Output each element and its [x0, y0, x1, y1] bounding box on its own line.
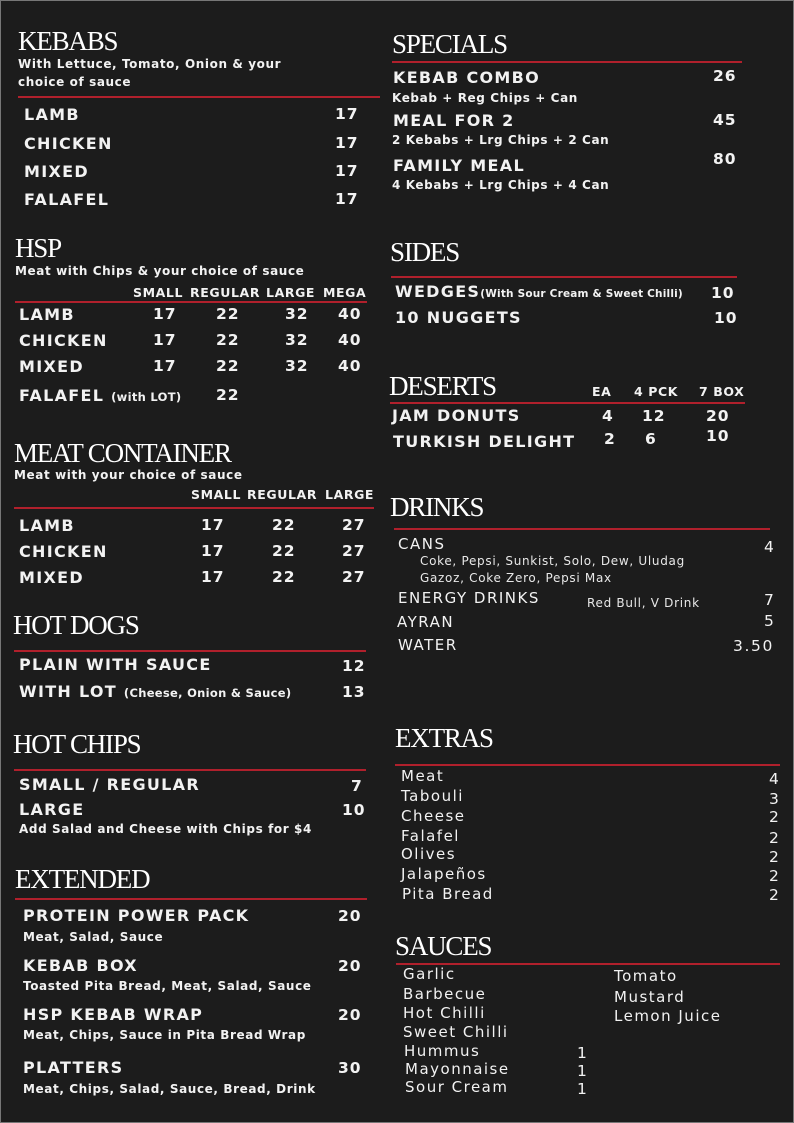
menu-item-name: FALAFEL	[24, 190, 110, 209]
menu-item-price: 17	[153, 331, 177, 349]
menu-item-name: Pita Bread	[402, 885, 494, 903]
sauce-item: Mustard	[614, 988, 686, 1006]
size-header: 7 BOX	[699, 384, 745, 399]
sauce-item: Garlic	[403, 965, 456, 983]
deserts-title: DESERTS	[389, 371, 496, 401]
menu-item-desc: Red Bull, V Drink	[587, 596, 700, 610]
menu-item-desc: 2 Kebabs + Lrg Chips + 2 Can	[392, 133, 610, 147]
menu-item-price: 32	[285, 331, 309, 349]
menu-item-name: PLATTERS	[23, 1058, 124, 1077]
menu-item-price: 17	[335, 162, 359, 180]
drinks-title: DRINKS	[390, 492, 484, 522]
menu-item-name: Falafel	[401, 827, 460, 845]
hot-chips-note: Add Salad and Cheese with Chips for $4	[19, 822, 312, 836]
item-note: (with LOT)	[111, 390, 182, 404]
menu-item-price: 10	[706, 427, 730, 445]
menu-item-price: 30	[338, 1059, 362, 1077]
menu-item-price: 27	[342, 542, 366, 560]
menu-item-price: 17	[153, 305, 177, 323]
kebabs-subtitle: choice of sauce	[18, 75, 132, 89]
menu-item-name: PLAIN WITH SAUCE	[19, 655, 212, 674]
meat-container-title: MEAT CONTAINER	[14, 438, 231, 468]
menu-item-price: 45	[713, 111, 737, 129]
menu-item-price: 27	[342, 568, 366, 586]
menu-item-price: 10	[342, 801, 366, 819]
menu-item-desc: Coke, Pepsi, Sunkist, Solo, Dew, Uludag	[420, 554, 685, 568]
menu-item-price: 22	[272, 542, 296, 560]
sauce-item: Hummus	[404, 1042, 481, 1060]
menu-item-name: LARGE	[19, 800, 85, 819]
menu-item-desc: Meat, Chips, Salad, Sauce, Bread, Drink	[23, 1082, 316, 1096]
menu-item-name: AYRAN	[397, 613, 455, 631]
menu-item-name: PROTEIN POWER PACK	[23, 906, 250, 925]
sides-title: SIDES	[390, 237, 460, 267]
menu-item-name: CHICKEN	[24, 134, 113, 153]
menu-item-price: 22	[216, 357, 240, 375]
divider-line	[392, 61, 742, 63]
menu-item-price: 40	[338, 305, 362, 323]
hsp-title: HSP	[15, 233, 61, 263]
menu-item-price: 80	[713, 150, 737, 168]
meat-container-subtitle: Meat with your choice of sauce	[14, 468, 243, 482]
menu-item-price: 22	[216, 386, 240, 404]
size-header: REGULAR	[190, 285, 261, 300]
divider-line	[15, 898, 367, 900]
menu-item-price: 17	[335, 105, 359, 123]
size-header: LARGE	[325, 487, 375, 502]
size-header: EA	[592, 384, 612, 399]
divider-line	[15, 301, 367, 303]
menu-item-name: CANS	[398, 535, 446, 553]
menu-item-name: Cheese	[401, 807, 466, 825]
divider-line	[14, 769, 366, 771]
menu-item-price: 2	[769, 867, 780, 885]
item-name-text: WITH LOT	[19, 682, 118, 701]
menu-item-name: TURKISH DELIGHT	[393, 432, 576, 451]
menu-item-name: Meat	[401, 767, 445, 785]
menu-item-price: 7	[351, 777, 363, 795]
sauce-item: Barbecue	[403, 985, 487, 1003]
divider-line	[14, 507, 374, 509]
sauce-item: Lemon Juice	[614, 1007, 722, 1025]
size-header: REGULAR	[247, 487, 318, 502]
item-note: (Cheese, Onion & Sauce)	[123, 686, 292, 700]
menu-item-price: 17	[335, 190, 359, 208]
menu-item-price: 27	[342, 516, 366, 534]
hot-dogs-title: HOT DOGS	[13, 610, 139, 640]
menu-item-name: KEBAB COMBO	[393, 68, 541, 87]
menu-item-desc: Meat, Chips, Sauce in Pita Bread Wrap	[23, 1028, 306, 1042]
menu-item-name: CHICKEN	[19, 542, 108, 561]
sauce-item: Mayonnaise	[405, 1060, 510, 1078]
menu-item-price: 22	[216, 331, 240, 349]
menu-item-price: 32	[285, 305, 309, 323]
menu-item-name: LAMB	[19, 305, 75, 324]
divider-line	[391, 276, 737, 278]
menu-item-price: 17	[201, 568, 225, 586]
size-header: 4 PCK	[634, 384, 679, 399]
menu-item-price: 22	[272, 516, 296, 534]
specials-title: SPECIALS	[392, 29, 507, 59]
menu-item-name: HSP KEBAB WRAP	[23, 1005, 204, 1024]
menu-item-price: 5	[764, 612, 775, 630]
sauce-price: 1	[577, 1080, 588, 1098]
menu-item-name: ENERGY DRINKS	[398, 589, 540, 607]
menu-item-name: Tabouli	[401, 787, 464, 805]
menu-item-price: 17	[153, 357, 177, 375]
menu-item-name: LAMB	[24, 105, 80, 124]
menu-item-name: 10 NUGGETS	[395, 308, 522, 327]
size-header: MEGA	[323, 285, 367, 300]
menu-item-desc: Kebab + Reg Chips + Can	[392, 91, 578, 105]
menu-item-desc: Gazoz, Coke Zero, Pepsi Max	[420, 571, 612, 585]
menu-item-price: 12	[642, 407, 666, 425]
sauce-price: 1	[577, 1044, 588, 1062]
menu-item-price: 40	[338, 331, 362, 349]
item-name-text: WEDGES	[395, 282, 481, 301]
size-header: LARGE	[266, 285, 316, 300]
extended-title: EXTENDED	[15, 864, 150, 894]
menu-item-name: LAMB	[19, 516, 75, 535]
divider-line	[395, 764, 780, 766]
extras-title: EXTRAS	[395, 723, 493, 753]
kebabs-subtitle: With Lettuce, Tomato, Onion & your	[18, 57, 282, 71]
divider-line	[14, 650, 366, 652]
menu-item-desc: Toasted Pita Bread, Meat, Salad, Sauce	[23, 979, 312, 993]
menu-item-price: 10	[711, 284, 735, 302]
menu-item-price: 32	[285, 357, 309, 375]
divider-line	[394, 528, 770, 530]
menu-item-price: 2	[769, 886, 780, 904]
menu-item-price: 20	[338, 907, 362, 925]
menu-item-name: MIXED	[24, 162, 89, 181]
menu-item-desc: 4 Kebabs + Lrg Chips + 4 Can	[392, 178, 610, 192]
kebabs-title: KEBABS	[18, 26, 118, 56]
menu-item-price: 20	[338, 957, 362, 975]
menu-item-name: CHICKEN	[19, 331, 108, 350]
menu-item-name: MEAL FOR 2	[393, 111, 515, 130]
menu-item-price: 17	[201, 516, 225, 534]
menu-item-name: FAMILY MEAL	[393, 156, 525, 175]
menu-item-price: 13	[342, 683, 366, 701]
sauce-item: Sour Cream	[405, 1078, 509, 1096]
menu-item-price: 26	[713, 67, 737, 85]
sauce-item: Hot Chilli	[403, 1004, 486, 1022]
menu-item-price: 4	[602, 407, 614, 425]
menu-item-price: 20	[338, 1006, 362, 1024]
sauce-price: 1	[577, 1062, 588, 1080]
sauce-item: Tomato	[614, 967, 678, 985]
size-header: SMALL	[191, 487, 242, 502]
menu-item-name: JAM DONUTS	[392, 406, 521, 425]
menu-item-price: 2	[769, 808, 780, 826]
menu-item-price: 20	[706, 407, 730, 425]
menu-item-price: 2	[604, 430, 616, 448]
menu-item-price: 6	[645, 430, 657, 448]
item-note: (With Sour Cream & Sweet Chilli)	[480, 288, 683, 300]
menu-item-name: WATER	[398, 636, 458, 654]
item-name-text: FALAFEL	[19, 386, 105, 405]
menu-item-price: 2	[769, 848, 780, 866]
menu-item-name: SMALL / REGULAR	[19, 775, 200, 794]
menu-item-price: 4	[769, 770, 780, 788]
hsp-subtitle: Meat with Chips & your choice of sauce	[15, 264, 305, 278]
menu-item-name: MIXED	[19, 357, 84, 376]
menu-item-name	[19, 682, 291, 701]
menu-item-price: 22	[216, 305, 240, 323]
menu-item-price: 17	[201, 542, 225, 560]
menu-item-name: MIXED	[19, 568, 84, 587]
divider-line	[18, 96, 380, 98]
menu-item-name: Olives	[401, 845, 457, 863]
size-header: SMALL	[133, 285, 184, 300]
hot-chips-title: HOT CHIPS	[13, 729, 141, 759]
menu-item-name	[395, 282, 683, 301]
sauce-item: Sweet Chilli	[403, 1023, 509, 1041]
divider-line	[390, 402, 745, 404]
menu-item-price: 3.50	[733, 637, 774, 655]
menu-item-price: 40	[338, 357, 362, 375]
menu-item-price: 3	[769, 790, 780, 808]
menu-item-price: 10	[714, 309, 738, 327]
menu-item-price: 17	[335, 134, 359, 152]
menu-item-price: 4	[764, 538, 775, 556]
menu-item-price: 2	[769, 829, 780, 847]
menu-item-name: KEBAB BOX	[23, 956, 138, 975]
menu-item-price: 7	[764, 591, 775, 609]
menu-item-price: 22	[272, 568, 296, 586]
menu-item-price: 12	[342, 657, 366, 675]
menu-item-desc: Meat, Salad, Sauce	[23, 930, 164, 944]
menu-item-name	[19, 386, 181, 405]
menu-item-name: Jalapeños	[401, 865, 487, 883]
sauces-title: SAUCES	[395, 931, 492, 961]
